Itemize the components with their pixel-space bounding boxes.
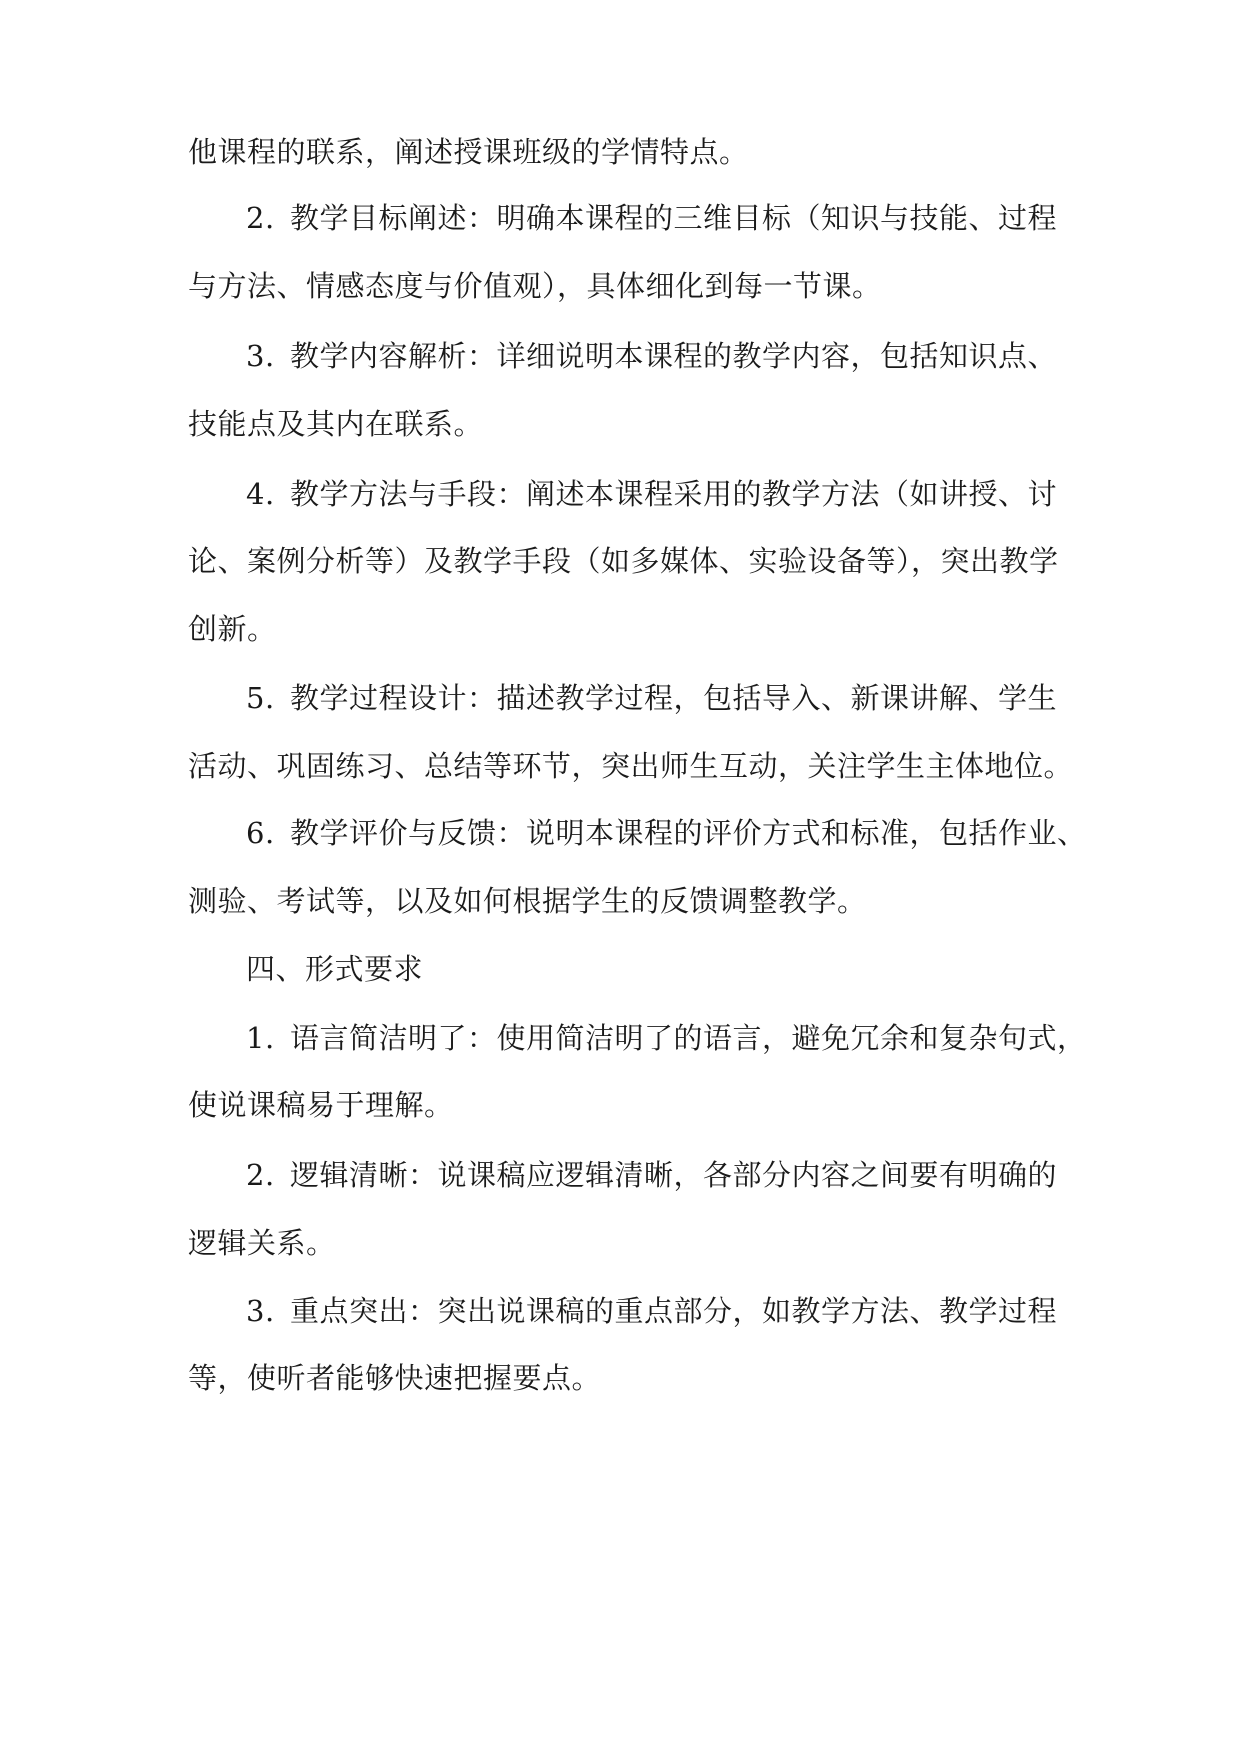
paragraph-line: 使说课稿易于理解。 [188, 1088, 454, 1122]
numbered-item [246, 1020, 1087, 1056]
item-number: 2. [246, 1158, 275, 1192]
paragraph-line: 活动、巩固练习、总结等环节，突出师生互动，关注学生主体地位。 [188, 749, 1074, 783]
paragraph-line: 测验、考试等，以及如何根据学生的反馈调整教学。 [188, 884, 867, 918]
section-heading: 四、形式要求 [246, 952, 424, 986]
numbered-item [246, 476, 1057, 512]
item-text: 重点突出：突出说课稿的重点部分，如教学方法、教学过程 [290, 1294, 1058, 1328]
item-text: 教学目标阐述：明确本课程的三维目标（知识与技能、过程 [290, 201, 1058, 235]
paragraph-line: 技能点及其内在联系。 [188, 407, 484, 441]
item-number: 5. [246, 681, 275, 715]
paragraph-line: 创新。 [188, 612, 277, 646]
paragraph-line: 等，使听者能够快速把握要点。 [188, 1361, 602, 1395]
numbered-item [246, 680, 1057, 716]
numbered-item [246, 338, 1057, 374]
paragraph-line: 他课程的联系，阐述授课班级的学情特点。 [188, 135, 749, 169]
numbered-item [246, 1293, 1057, 1329]
item-number: 6. [246, 816, 275, 850]
item-text: 教学过程设计：描述教学过程，包括导入、新课讲解、学生 [290, 681, 1058, 715]
item-text: 教学内容解析：详细说明本课程的教学内容，包括知识点、 [290, 339, 1058, 373]
paragraph-line: 与方法、情感态度与价值观），具体细化到每一节课。 [188, 269, 882, 303]
item-number: 2. [246, 201, 275, 235]
paragraph-line: 逻辑关系。 [188, 1226, 336, 1260]
item-number: 3. [246, 339, 275, 373]
numbered-item [246, 1157, 1057, 1193]
item-text: 教学方法与手段：阐述本课程采用的教学方法（如讲授、讨 [290, 477, 1058, 511]
numbered-item [246, 815, 1087, 851]
item-text: 逻辑清晰：说课稿应逻辑清晰，各部分内容之间要有明确的 [290, 1158, 1058, 1192]
item-number: 4. [246, 477, 275, 511]
numbered-item [246, 200, 1057, 236]
item-text: 教学评价与反馈：说明本课程的评价方式和标准，包括作业、 [290, 816, 1087, 850]
item-number: 3. [246, 1294, 275, 1328]
paragraph-line: 论、案例分析等）及教学手段（如多媒体、实验设备等），突出教学 [188, 544, 1059, 578]
item-text: 语言简洁明了：使用简洁明了的语言，避免冗余和复杂句式， [290, 1021, 1087, 1055]
item-number: 1. [246, 1021, 275, 1055]
